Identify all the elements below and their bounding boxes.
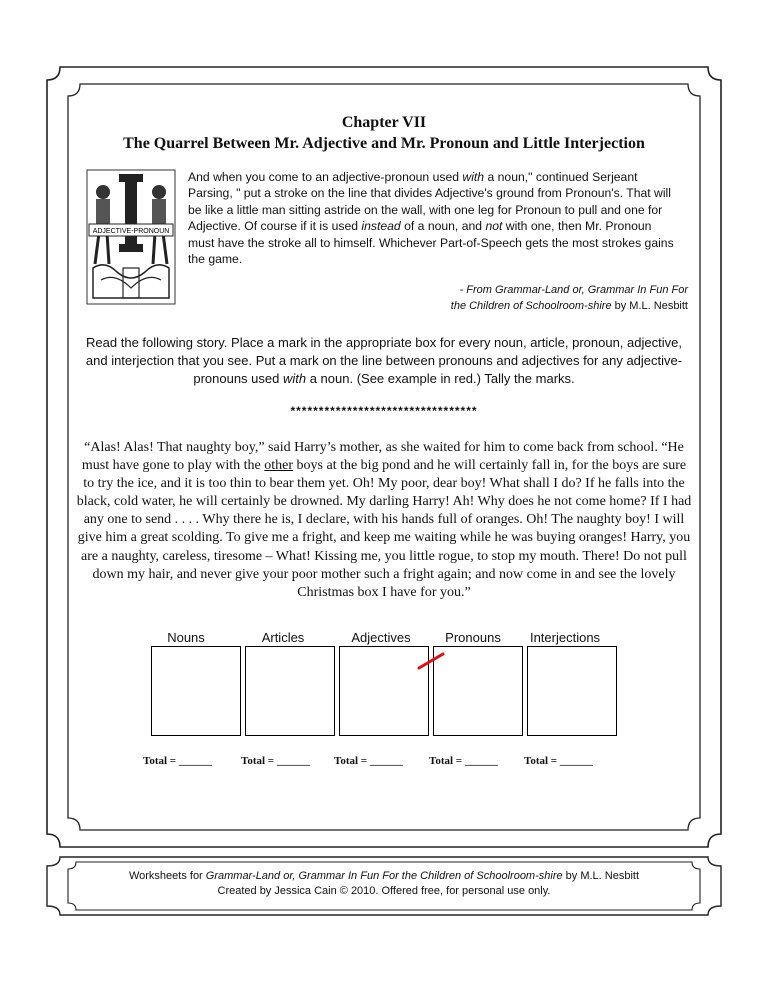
example-adjective-pronoun: other <box>264 458 294 474</box>
total-adjectives[interactable]: Total = ______ <box>334 755 403 767</box>
label-nouns: Nouns <box>167 630 205 645</box>
instructions: Read the following story. Place a mark in the appropriate box for every noun, article, pronoun, adjective, and interjection that you see. Put a mark on the line between pronouns and adjectives for any adjective-pronouns used with a noun. (See example in red.) Tally the marks. <box>85 335 683 386</box>
example-red-mark <box>415 648 449 672</box>
interjections-box[interactable] <box>527 646 617 736</box>
chapter-title: The Quarrel Between Mr. Adjective and Mr. Pronoun and Little Interjection <box>123 135 645 152</box>
nouns-box[interactable] <box>151 646 241 736</box>
story-text: “Alas! Alas! That naughty boy,” said Harry’s mother, as she waited for him to come back from school. “He must have gone to play with the other boys at the big pond and he will certainly fall in, for the boys are sure to try the ice, and it is too thin to bear them yet. Oh! My poor, dear boy! What shall I do? If he falls into the black, cold water, he will certainly be drowned. My darling Harry! Ah! Why does he not come home? If I had any one to send . . . . Why there he is, I declare, with his hands full of oranges. Oh! The naughty boy! I will give him a great scolding. To give me a fright, and keep me waiting while he was buying oranges! Harry, you are a naughty, careless, tiresome – What! Kissing me, you little rogue, to stop my mouth. There! Do not pull down my hair, and never give your poor mother such a fright again; and now come in and see the lovely Christmas box I have for you.” <box>76 440 692 600</box>
articles-box[interactable] <box>245 646 335 736</box>
total-pronouns[interactable]: Total = ______ <box>429 755 498 767</box>
source-citation: - From Grammar-Land or, Grammar In Fun For the Children of Schoolroom-shire by M.L. Nesbitt <box>450 284 688 312</box>
intro-quote: And when you come to an adjective-pronoun used with a noun," continued Serjeant Parsing, " put a stroke on the line that divides Adjective's ground from Pronoun's. That will be like a little man sitting astride on the wall, with one leg for Pronoun to pull and one for Adjective. Of course if it is used instead of a noun, and not with one, then Mr. Pronoun must have the stroke all to himself. Whichever Part-of-Speech gets the most strokes gains the game. <box>188 170 674 267</box>
footer-credits: Worksheets for Grammar-Land or, Grammar In Fun For the Children of Schoolroom-shire by M.L. Nesbitt Created by Jessica Cain © 2010. Offered free, for personal use only. <box>128 870 640 897</box>
label-articles: Articles <box>261 630 305 645</box>
total-interjections[interactable]: Total = ______ <box>524 755 593 767</box>
chapter-number: Chapter VII <box>341 114 427 131</box>
chapter-illustration <box>85 168 177 306</box>
section-divider: ********************************* <box>290 404 478 418</box>
total-articles[interactable]: Total = ______ <box>241 755 310 767</box>
label-pronouns: Pronouns <box>445 630 501 645</box>
label-interjections: Interjections <box>529 630 601 645</box>
label-adjectives: Adjectives <box>351 630 411 645</box>
total-nouns[interactable]: Total = ______ <box>143 755 212 767</box>
svg-text:ADJECTIVE-PRONOUN: ADJECTIVE-PRONOUN <box>92 228 170 235</box>
